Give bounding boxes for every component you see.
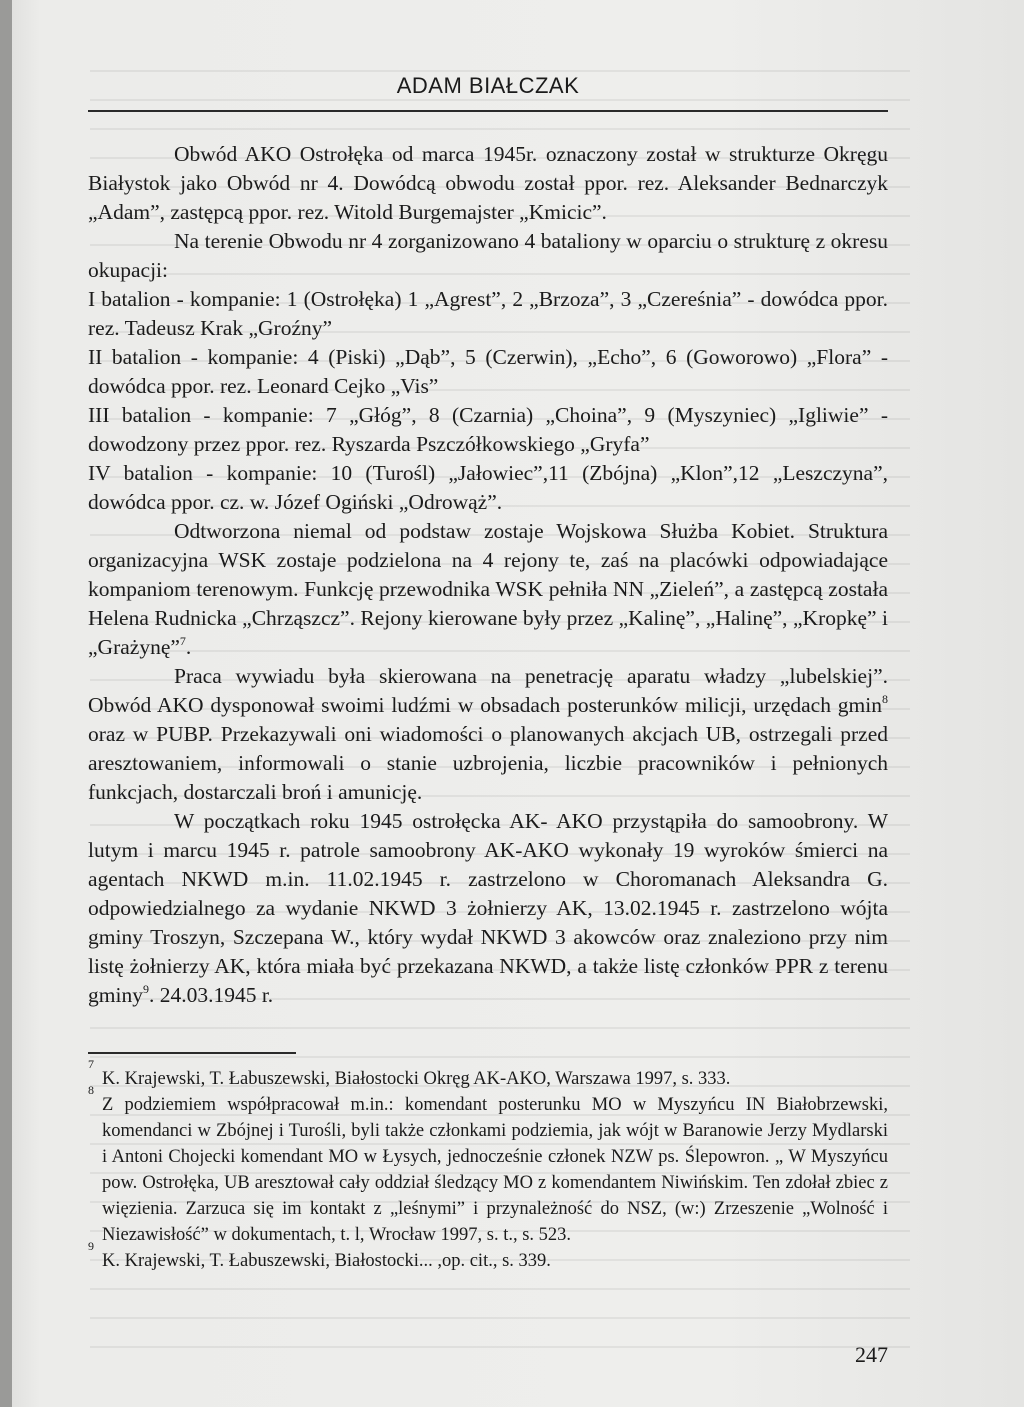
paragraph-intelligence-text-b: oraz w PUBP. Przekazywali oni wiadomości o planowanych akcjach UB, ostrzegali przed aresztowaniem, informowali o stanie uzbrojenia, liczbie pracowników i pełnionych funkcjach, dostarczali broń i amunicję.: [88, 722, 888, 804]
running-header: ADAM BIAŁCZAK: [396, 73, 580, 98]
paragraph-intelligence: [88, 662, 888, 807]
paragraph-2: Na terenie Obwodu nr 4 zorganizowano 4 bataliony w oparciu o strukturę z okresu okupacji:: [88, 229, 888, 282]
paragraph-wsk: [88, 517, 888, 662]
page-binding-edge: [0, 0, 12, 1407]
footnote-rule: [88, 1052, 296, 1054]
paragraph-wsk-tail: .: [185, 635, 192, 659]
main-text: [88, 140, 888, 1010]
paragraph-self-defence-tail: . 24.03.1945 r.: [148, 983, 274, 1007]
battalion-1: I batalion - kompanie: 1 (Ostrołęka) 1 „Agrest”, 2 „Brzoza”, 3 „Czereśnia” - dowódca ppor. rez. Tadeusz Krak „Groźny”: [88, 287, 888, 340]
paragraph-intelligence-text-a: Praca wywiadu była skierowana na penetrację aparatu władzy „lubelskiej”. Obwód AKO dysponował swoimi ludźmi w obsadach posterunków milicji, urzędach gmin: [88, 664, 888, 717]
footnote-text-7: K. Krajewski, T. Łabuszewski, Białostocki Okręg AK-AKO, Warszawa 1997, s. 333.: [102, 1069, 731, 1089]
footnote-text-9: K. Krajewski, T. Łabuszewski, Białostocki... ,op. cit., s. 339.: [102, 1251, 551, 1271]
footnote-text-8: Z podziemiem współpracował m.in.: komendant posterunku MO w Myszyńcu IN Białobrzewski, komendanci w Zbójnej i Turośli, byli także członkami podziemia, jak wójt w Baranowie Jerzy Mydlarski i Antoni Chojecki komendant MO w Łysych, jednocześnie członek NZW ps. Ślepowron. „ W Myszyńcu pow. Ostrołęka, UB aresztował cały oddział śledzący MO z komendantem Niwińskim. Ten zdołał zbiec z więzienia. Zarzuca się im kontakt z „leśnymi” i przynależność do NSZ, (w:) Zrzeszenie „Wolność i Niezawisłość” w dokumentach, t. l, Wrocław 1997, s. t., s. 523.: [102, 1095, 888, 1245]
footnote-ref-9[interactable]: 9: [142, 982, 149, 996]
footnote-7: [88, 1057, 888, 1092]
header-rule: [88, 110, 888, 112]
paragraph-1: Obwód AKO Ostrołęka od marca 1945r. oznaczony został w strukturze Okręgu Białystok jako Obwód nr 4. Dowódcą obwodu został ppor. rez. Aleksander Bednarczyk „Adam”, zastępcą ppor. rez. Witold Burgemajster „Kmicic”.: [88, 142, 888, 224]
battalion-3: III batalion - kompanie: 7 „Głóg”, 8 (Czarnia) „Choina”, 9 (Myszyniec) „Igliwie” - dowodzony przez ppor. rez. Ryszarda Pszczółkowskiego „Gryfa”: [88, 403, 888, 456]
paragraph-wsk-text: Odtworzona niemal od podstaw zostaje Wojskowa Służba Kobiet. Struktura organizacyjna WSK zostaje podzielona na 4 rejony te, zaś na placówki odpowiadające kompaniom terenowym. Funkcję przewodnika WSK pełniła NN „Zieleń”, a zastępcą została Helena Rudnicka „Chrząszcz”. Rejony kierowane były przez „Kalinę”, „Halinę”, „Kropkę” i „Grażynę”: [88, 519, 888, 659]
page-number: 247: [855, 1342, 888, 1367]
footnote-marker-7: 7: [88, 1057, 94, 1071]
battalion-2: II batalion - kompanie: 4 (Piski) „Dąb”, 5 (Czerwin), „Echo”, 6 (Goworowo) „Flora” - dowódca ppor. rez. Leonard Cejko „Vis”: [88, 345, 888, 398]
footnote-marker-9: 9: [88, 1239, 94, 1253]
footnotes: [88, 1057, 888, 1274]
footnote-marker-8: 8: [88, 1083, 94, 1097]
battalion-4: IV batalion - kompanie: 10 (Turośl) „Jałowiec”,11 (Zbójna) „Klon”,12 „Leszczyna”, dowódca ppor. cz. w. Józef Ogiński „Odrowąż”.: [88, 461, 888, 514]
footnote-9: [88, 1239, 888, 1274]
paragraph-self-defence-text: W początkach roku 1945 ostrołęcka AK- AKO przystąpiła do samoobrony. W lutym i marcu 1945 r. patrole samoobrony AK-AKO wykonały 19 wyroków śmierci na agentach NKWD m.in. 11.02.1945 r. zastrzelono w Choromanach Aleksandra G. odpowiedzialnego za wydanie NKWD 3 żołnierzy AK, 13.02.1945 r. zastrzelono wójta gminy Troszyn, Szczepana W., który wydał NKWD 3 akowców oraz znaleziono przy nim listę żołnierzy AK, która miała być przekazana NKWD, a także listę członków PPR z terenu gminy: [88, 809, 888, 1007]
footnote-8: [88, 1083, 888, 1248]
footnote-ref-7[interactable]: 7: [179, 634, 186, 648]
paragraph-self-defence: [88, 807, 888, 1010]
footnote-ref-8[interactable]: 8: [882, 692, 888, 706]
